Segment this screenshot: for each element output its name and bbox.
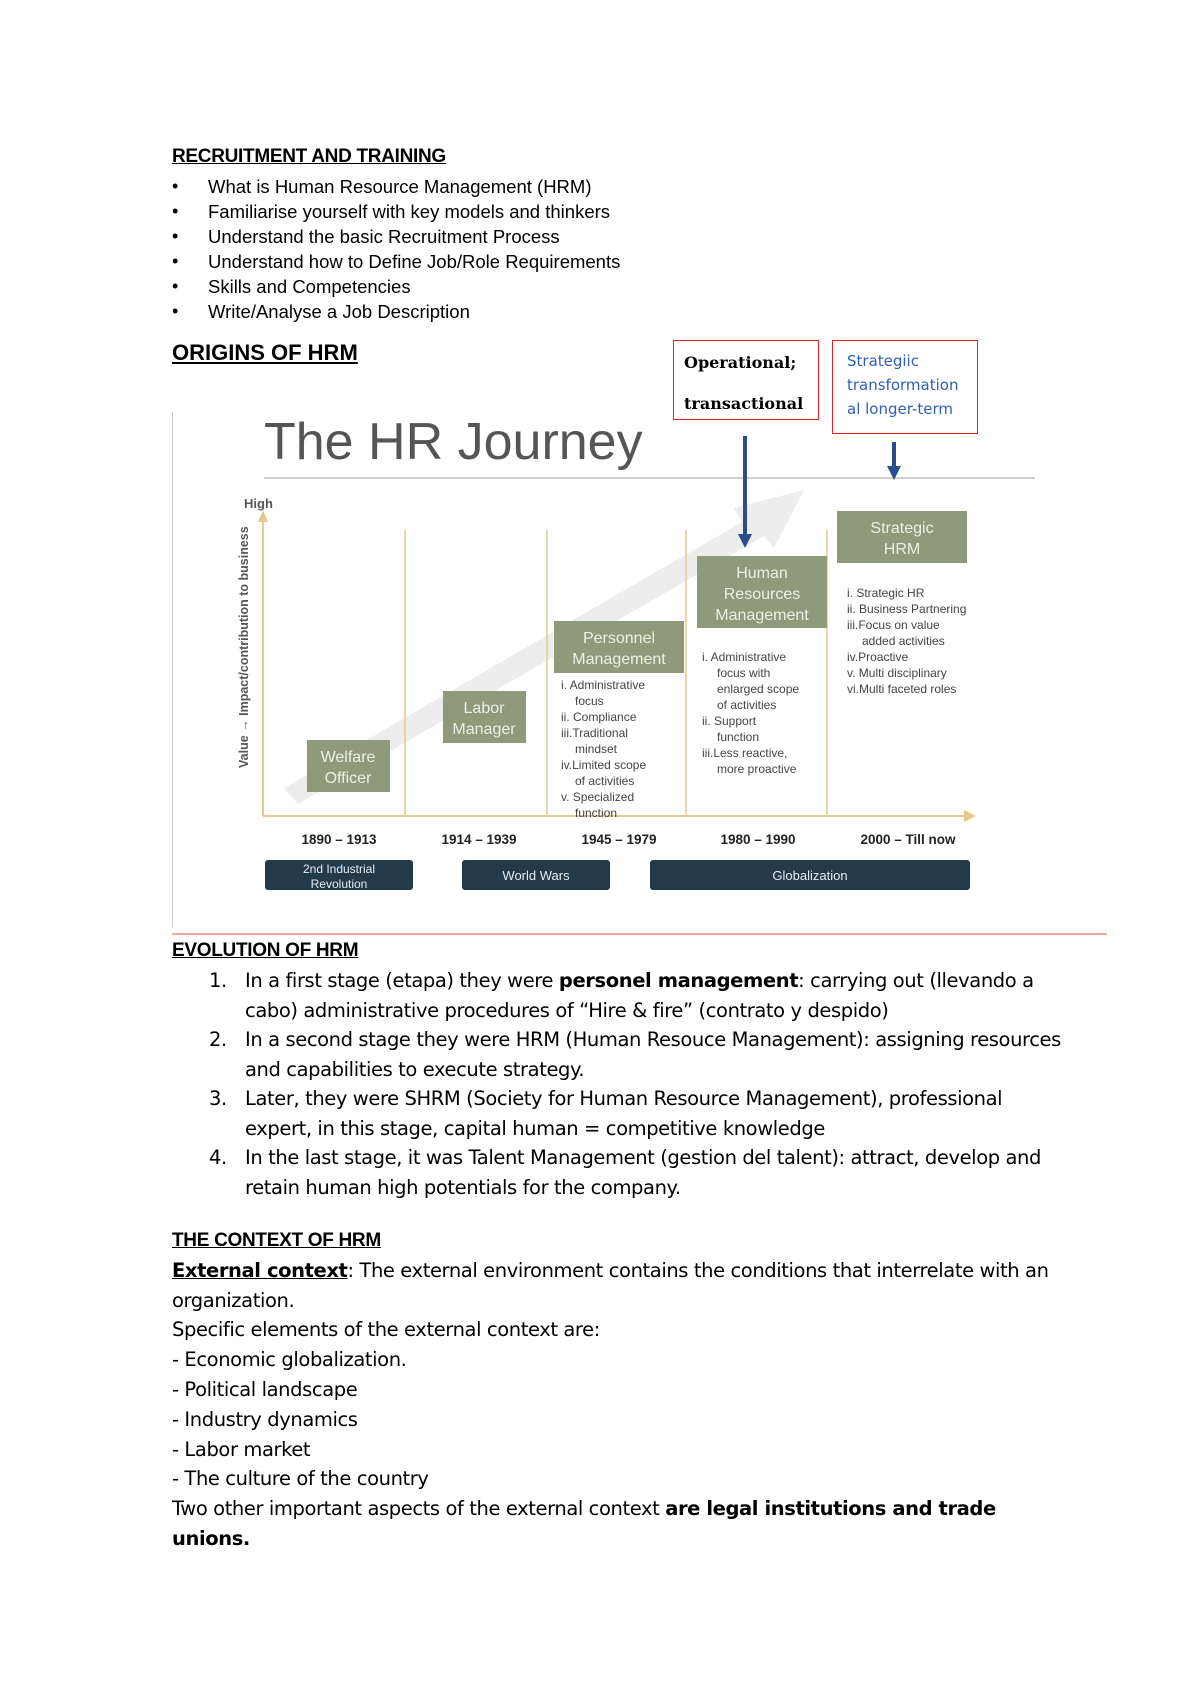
stage-box-line: Resources — [723, 586, 801, 603]
pointer-arrow-strategic — [887, 442, 901, 480]
annotation-line: Operational; — [684, 353, 797, 372]
note-line: mindset — [575, 742, 618, 756]
notes-strategic — [847, 586, 966, 696]
closing-paragraph — [172, 1494, 1072, 1554]
era-label: Revolution — [310, 877, 368, 891]
x-axis-arrow — [964, 810, 976, 822]
note-line: function — [717, 730, 760, 744]
note-line: v. Multi disciplinary — [847, 666, 947, 680]
note-line: focus with — [717, 666, 771, 680]
external-context-paragraph — [172, 1256, 1072, 1316]
hr-journey-figure — [172, 412, 1107, 932]
closing-text: Two other important aspects of the external context — [172, 1497, 666, 1521]
item-text: In a first stage (etapa) they were — [245, 969, 559, 992]
stage-box-line: Officer — [324, 770, 372, 787]
era-label: 2nd Industrial — [302, 862, 376, 876]
note-line: i. Strategic HR — [847, 586, 925, 600]
note-line: function — [575, 806, 618, 820]
period-label: 1914 – 1939 — [441, 832, 517, 847]
external-context-text: : The external environment contains the conditions that interrelate with an organization. — [172, 1258, 1049, 1312]
note-line: i. Administrative — [561, 678, 646, 692]
external-context-label: External context — [172, 1258, 348, 1282]
period-labels — [301, 832, 956, 847]
note-line: iv.Limited scope — [561, 758, 647, 772]
y-axis-label: Value → Impact/contribution to business — [237, 526, 251, 768]
stage-box-line: Labor — [463, 700, 505, 717]
item-bold: personel management — [558, 969, 799, 992]
origins-heading: ORIGINS OF HRM — [172, 340, 358, 365]
figure-title: The HR Journey — [264, 413, 643, 471]
note-line: iii.Traditional — [561, 726, 628, 740]
stage-personnel-management — [554, 621, 684, 673]
note-line: enlarged scope — [717, 682, 800, 696]
y-axis-arrow — [258, 510, 268, 522]
annotation-line: transformation — [847, 376, 959, 394]
evolution-item — [172, 1025, 1072, 1084]
item-number: 4. — [209, 1146, 227, 1169]
evolution-item — [172, 1084, 1072, 1143]
item-number: 3. — [209, 1087, 227, 1110]
stage-box-line: Welfare — [320, 749, 376, 766]
evolution-item — [172, 966, 1072, 1025]
stage-box-line: Manager — [452, 721, 516, 738]
item-number: 2. — [209, 1028, 227, 1051]
context-element: - Economic globalization. — [172, 1348, 407, 1372]
context-heading: THE CONTEXT OF HRM — [172, 1230, 381, 1251]
annotation-operational — [673, 340, 819, 420]
note-line: vi.Multi faceted roles — [847, 682, 957, 696]
bullet-item: • What is Human Resource Management (HRM) — [172, 174, 620, 199]
item-text: In a second stage they were HRM (Human Resouce Management): assigning resources and capabilities to execute strategy. — [245, 1028, 1061, 1081]
note-line: more proactive — [717, 762, 797, 776]
stage-box-line: Personnel — [582, 630, 656, 647]
note-line: ii. Compliance — [561, 710, 637, 724]
evolution-list — [172, 966, 1072, 1202]
bullet-item: • Understand the basic Recruitment Process — [172, 224, 620, 249]
period-label: 2000 – Till now — [860, 832, 956, 847]
annotation-line: al longer-term — [847, 400, 953, 418]
evolution-item — [172, 1143, 1072, 1202]
note-line: ii. Business Partnering — [847, 602, 967, 616]
item-text: : carrying out (llevando a cabo) administrative procedures of “Hire & fire” (contrato y despido) — [245, 969, 1034, 1022]
context-element: - Political landscape — [172, 1377, 358, 1401]
note-line: iv.Proactive — [847, 650, 909, 664]
era-globalization — [650, 860, 970, 890]
era-industrial-revolution — [265, 860, 413, 891]
stage-box-line: Management — [572, 651, 666, 668]
note-line: v. Specialized — [561, 790, 635, 804]
annotation-line: transactional — [684, 394, 804, 413]
recruitment-bullet-list — [172, 174, 620, 324]
figure-bottom-border — [172, 933, 1107, 935]
annotation-strategic — [832, 340, 978, 434]
context-section — [172, 1226, 1072, 1554]
era-label: World Wars — [502, 868, 570, 883]
stage-labor-manager — [443, 691, 526, 743]
specific-intro: Specific elements of the external context are: — [172, 1318, 600, 1342]
y-axis-high: High — [244, 496, 273, 511]
annotation-line: Strategiic — [847, 352, 919, 370]
context-element: - Industry dynamics — [172, 1407, 358, 1431]
period-label: 1980 – 1990 — [720, 832, 796, 847]
bullet-item: • Familiarise yourself with key models and thinkers — [172, 199, 620, 224]
stage-welfare-officer — [307, 740, 390, 792]
context-element: - Labor market — [172, 1437, 311, 1461]
era-world-wars — [462, 860, 610, 890]
item-text: Later, they were SHRM (Society for Human Resource Management), professional expert, in this stage, capital human = competitive knowledge — [245, 1087, 1003, 1140]
stage-human-resources-management — [697, 556, 827, 628]
bullet-item: • Understand how to Define Job/Role Requirements — [172, 249, 620, 274]
era-label: Globalization — [772, 868, 848, 883]
bullet-item: • Skills and Competencies — [172, 274, 620, 299]
note-line: ii. Support — [702, 714, 757, 728]
closing-bold: are legal institutions and trade unions. — [172, 1497, 996, 1550]
period-label: 1890 – 1913 — [301, 832, 377, 847]
notes-hrm — [702, 650, 799, 776]
recruitment-heading: RECRUITMENT AND TRAINING — [172, 146, 446, 167]
stage-box-line: Management — [715, 607, 809, 624]
note-line: added activities — [862, 634, 945, 648]
stage-strategic-hrm — [837, 511, 967, 563]
stage-box-line: Strategic — [870, 520, 934, 537]
item-text: In the last stage, it was Talent Management (gestion del talent): attract, develop and retain human high potentials for the company. — [245, 1146, 1041, 1199]
note-line: of activities — [575, 774, 635, 788]
note-line: focus — [575, 694, 604, 708]
stage-box-line: HRM — [883, 541, 921, 558]
note-line: iii.Focus on value — [847, 618, 940, 632]
item-number: 1. — [209, 969, 227, 992]
note-line: iii.Less reactive, — [702, 746, 788, 760]
notes-personnel — [561, 678, 646, 820]
context-element: - The culture of the country — [172, 1467, 429, 1491]
stage-box-line: Human — [736, 565, 788, 582]
period-label: 1945 – 1979 — [581, 832, 657, 847]
note-line: i. Administrative — [702, 650, 787, 664]
bullet-item: • Write/Analyse a Job Description — [172, 299, 620, 324]
note-line: of activities — [717, 698, 777, 712]
evolution-heading: EVOLUTION OF HRM — [172, 940, 359, 961]
